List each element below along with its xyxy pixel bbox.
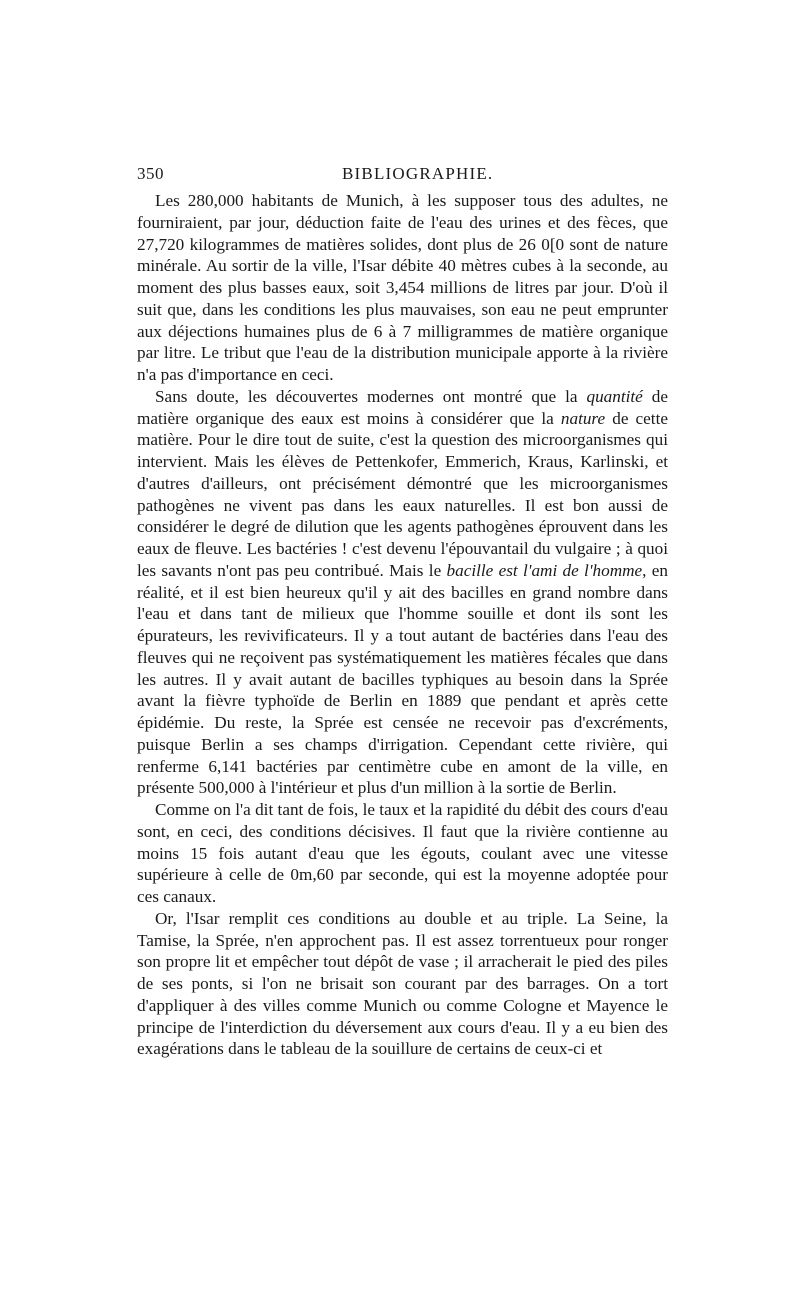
emphasis-bacille: bacille est l'ami de l'homme — [446, 560, 643, 580]
emphasis-nature: nature — [560, 408, 606, 428]
paragraph-isar-conditions: Or, l'Isar remplit ces conditions au double et au triple. La Seine, la Tamise, la Sprée, n'en approchent pas. Il est assez torrentueux pour ronger son propre lit et empêcher tout dépôt de vase ; il arracherait le pied des piles de ses ponts, si l'on ne brisait son courant par des barrages. On a tort d'appliquer à des villes comme Munich ou comme Cologne et Mayence le principe de l'interdiction du déversement aux cours d'eau. Il y a eu bien des exagérations dans le tableau de la souillure de certains de ceux-ci et — [137, 908, 668, 1059]
paragraph-munich-population: Les 280,000 habitants de Munich, à les supposer tous des adultes, ne fourniraient, par jour, déduction faite de l'eau des urines et des fèces, que 27,720 kilogrammes de matières solides, dont plus de 26 0[0 sont de nature minérale. Au sortir de la ville, l'Isar débite 40 mètres cubes à la seconde, au moment des plus basses eaux, soit 3,454 millions de litres par jour. D'où il suit que, dans les conditions les plus mauvaises, son eau ne peut emprunter aux déjections humaines plus de 6 à 7 milligrammes de matière organique par litre. Le tribut que l'eau de la distribution municipale apporte à la rivière n'a pas d'importance en ceci. — [137, 191, 668, 384]
emphasis-quantite: quantité — [586, 386, 643, 406]
paragraph-text: de matière organique des eaux est moins à considérer que la — [137, 386, 668, 428]
running-head — [137, 160, 668, 190]
book-page — [137, 160, 668, 1060]
running-title: BIBLIOGRAPHIE. — [342, 164, 494, 183]
page-number: 350 — [137, 164, 164, 183]
paragraph-text: , en réalité, et il est bien heureux qu'il y ait des bacilles en grand nombre dans l'eau et dans tant de milieux que l'homme souille et dont ils sont les épurateurs, les revivificateurs. Il y a tout autant de bactéries dans l'eau des fleuves qui ne reçoivent pas systématiquement les matières fécales que dans les autres. Il y avait autant de bacilles typhiques au besoin dans la Sprée avant la fièvre typhoïde de Berlin en 1889 que pendant et après cette épidémie. Du reste, la Sprée est censée ne recevoir pas d'excréments, puisque Berlin a ses champs d'irrigation. Cependant cette rivière, qui renferme 6,141 bactéries par centimètre cube en amont de la ville, en présente 500,000 à l'intérieur et plus d'un million à la sortie de Berlin. — [137, 560, 668, 798]
paragraph-text: de cette matière. Pour le dire tout de suite, c'est la question des microorganismes qui intervient. Mais les élèves de Pettenkofer, Emmerich, Kraus, Karlinski, et d'autres d'ailleurs, ont précisément démontré que les microorganismes pathogènes ne vivent pas dans les eaux naturelles. Il est bon aussi de considérer le degré de dilution que les agents pathogènes éprouvent dans les eaux de fleuve. Les bactéries ! c'est devenu l'épouvantail du vulgaire ; à quoi les savants n'ont pas peu contribué. Mais le — [137, 408, 668, 580]
paragraph-text: Sans doute, les découvertes modernes ont montré que la — [155, 386, 587, 406]
paragraph-microorganisms — [137, 386, 668, 799]
paragraph-river-flow: Comme on l'a dit tant de fois, le taux et la rapidité du débit des cours d'eau sont, en ceci, des conditions décisives. Il faut que la rivière contienne au moins 15 fois autant d'eau que les égouts, coulant avec une vitesse supérieure à celle de 0m,60 par seconde, qui est la moyenne adoptée pour ces canaux. — [137, 800, 668, 906]
